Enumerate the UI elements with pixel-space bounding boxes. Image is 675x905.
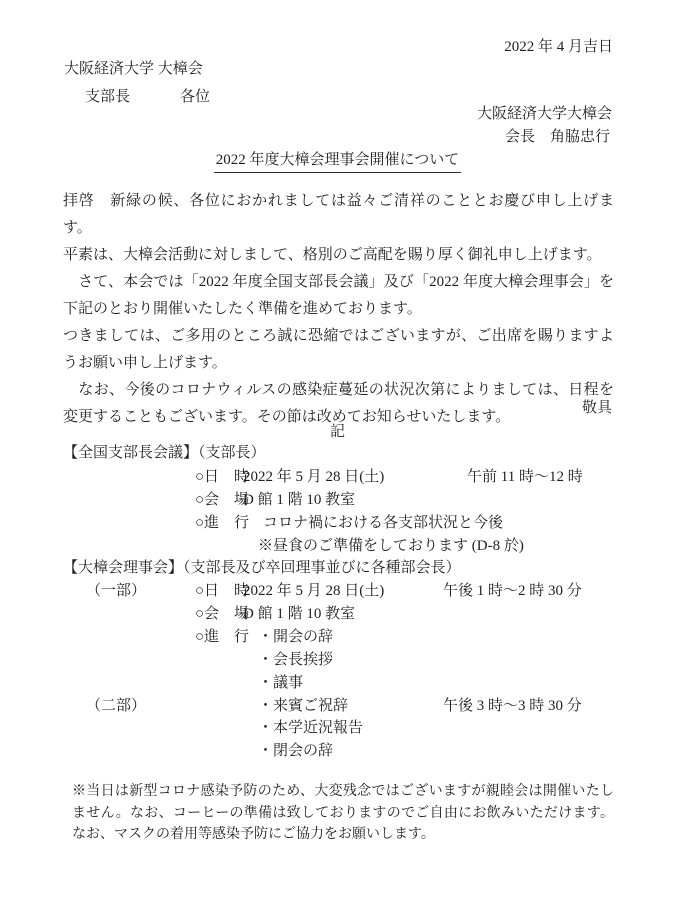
- row-value-agenda: コロナ禍における各支部状況と今後: [263, 515, 504, 531]
- body-paragraph: 平素は、大樟会活動に対しまして、格別のご高配を賜り厚く御礼申し上げます。: [63, 247, 602, 263]
- record-marker-ki: 記: [329, 424, 345, 440]
- covid-note: ※当日は新型コロナ感染予防のため、大変残念ではございますが親睦会は開催いたしません。なお、コーヒーの準備は致しておりますのでご自由にお飲みいただけます。なお、マスクの着用等感染予防にご協力をお願いします。: [72, 784, 614, 842]
- agenda-item-proceedings: ・議事: [258, 675, 304, 691]
- document-title: [0, 148, 675, 173]
- letter-date: 2022 年 4 月吉日: [504, 39, 613, 55]
- meeting-row: [0, 511, 675, 534]
- body-paragraph: さて、本会では「2022 年度全国支部長会議」及び「2022 年度大樟会理事会」を下記のとおり開催いたしたく準備を進めております。: [63, 274, 614, 317]
- meeting-row: [0, 739, 675, 762]
- row-time: 午後 3 時～3 時 30 分: [443, 698, 582, 714]
- recipient-org: 大阪経済大学 大樟会: [64, 61, 203, 77]
- row-value-date: 2022 年 5 月 28 日(土): [243, 583, 385, 599]
- row-label-agenda: ○進 行: [195, 629, 250, 645]
- document-title-text: 2022 年度大樟会理事会開催について: [214, 148, 461, 173]
- sender-name: 会長 角脇忠行: [504, 129, 610, 145]
- part-label-first: （一部）: [86, 583, 147, 599]
- meeting-row: [0, 534, 675, 557]
- row-value-lunch-note: ※昼食のご準備をしております (D-8 於): [258, 538, 524, 554]
- row-value-date: 2022 年 5 月 28 日(土): [243, 469, 385, 485]
- recipient-role: 支部長: [85, 89, 131, 105]
- agenda-item-university-report: ・本学近況報告: [258, 720, 364, 736]
- part-label-second: （二部）: [86, 698, 147, 714]
- letter-body: [63, 188, 614, 431]
- sender-org: 大阪経済大学大樟会: [476, 106, 612, 122]
- recipient-suffix: 各位: [180, 89, 211, 105]
- row-label-agenda: ○進 行: [195, 515, 250, 531]
- meeting-row: [0, 625, 675, 648]
- meeting-row: [0, 488, 675, 511]
- section-heading-national-branch-meeting: 【全国支部長会議】（支部長）: [63, 445, 266, 461]
- meeting-row: [0, 716, 675, 739]
- meeting-row: [0, 671, 675, 694]
- agenda-item-opening: ・開会の辞: [258, 629, 334, 645]
- body-paragraph: 拝啓 新緑の候、各位におかれましては益々ご清祥のこととお慶び申し上げます。: [63, 193, 614, 236]
- meeting-row: [0, 648, 675, 671]
- row-time: 午前 11 時～12 時: [467, 469, 583, 485]
- section-heading-board-meeting: 【大樟会理事会】（支部長及び卒回理事並びに各種部会長）: [63, 560, 461, 576]
- agenda-item-guest-speech: ・来賓ご祝辞: [258, 698, 349, 714]
- row-label-datetime: ○日 時: [195, 583, 250, 599]
- meeting-row: [0, 579, 675, 602]
- row-value-venue: D 館 1 階 10 教室: [243, 606, 356, 622]
- row-label-venue: ○会 場: [195, 492, 250, 508]
- meeting-row: [0, 465, 675, 488]
- closing-keigu: 敬具: [581, 400, 612, 416]
- body-paragraph: つきましては、ご多用のところ誠に恐縮ではございますが、ご出席を賜りますようお願い申し上げます。: [63, 328, 614, 371]
- row-value-venue: D 館 1 階 10 教室: [243, 492, 356, 508]
- meeting-row: [0, 602, 675, 625]
- meeting-row: [0, 694, 675, 717]
- body-paragraph: なお、今後のコロナウィルスの感染症蔓延の状況次第によりましては、日程を変更することもございます。その節は改めてお知らせいたします。: [63, 382, 614, 425]
- row-label-venue: ○会 場: [195, 606, 250, 622]
- agenda-item-president-greeting: ・会長挨拶: [258, 652, 334, 668]
- agenda-item-closing: ・閉会の辞: [258, 743, 334, 759]
- row-label-datetime: ○日 時: [195, 469, 250, 485]
- row-time: 午後 1 時～2 時 30 分: [443, 583, 582, 599]
